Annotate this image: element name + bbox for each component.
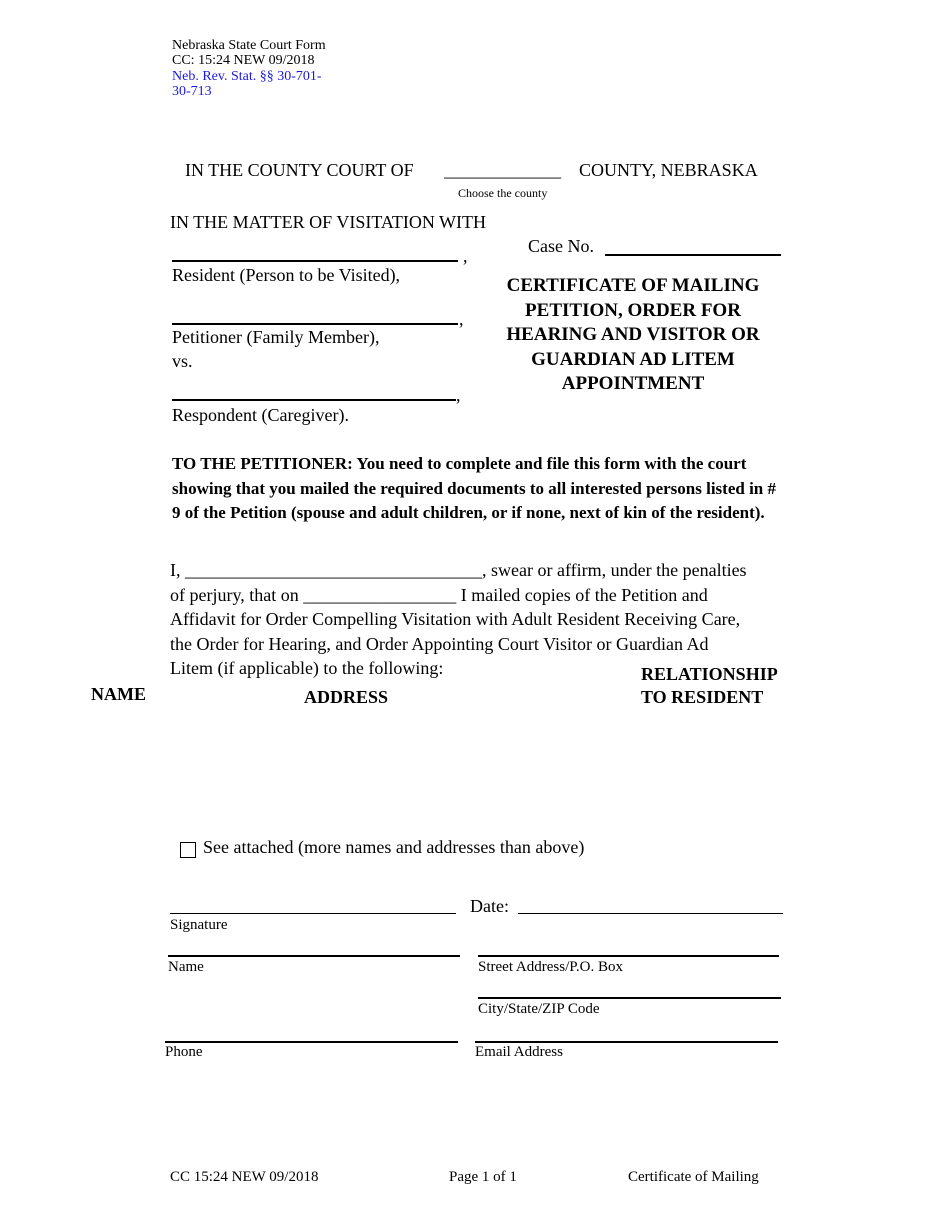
document-title: CERTIFICATE OF MAILING PETITION, ORDER FOR HEARING AND VISITOR OR GUARDIAN AD LITEM APPOINTMENT <box>506 275 760 394</box>
email-label: Email Address <box>475 1044 563 1060</box>
see-attached-checkbox[interactable] <box>180 842 196 858</box>
footer-form-code: CC 15:24 NEW 09/2018 <box>170 1169 319 1185</box>
street-address-field[interactable] <box>478 955 779 957</box>
city-state-zip-field[interactable] <box>478 997 781 999</box>
city-state-zip-label: City/State/ZIP Code <box>478 1001 600 1017</box>
footer-document-title: Certificate of Mailing <box>628 1169 759 1185</box>
petitioner-notice: TO THE PETITIONER: You need to complete and file this form with the court showing that you mailed the required documents to all interested persons listed in # 9 of the Petition (spouse and adult children, or if none, next of kin of the resident). <box>172 454 777 522</box>
case-no-label: Case No. <box>528 236 594 256</box>
footer-page-number: Page 1 of 1 <box>449 1169 517 1185</box>
statement-line: Litem (if applicable) to the following: <box>170 658 444 678</box>
phone-label: Phone <box>165 1044 203 1060</box>
address-column-header: ADDRESS <box>304 687 389 707</box>
comma: , <box>456 385 461 405</box>
form-code: CC: 15:24 NEW 09/2018 <box>172 53 315 68</box>
signature-label: Signature <box>170 917 228 933</box>
phone-field[interactable] <box>165 1041 458 1043</box>
relationship-column-header: RELATIONSHIP <box>641 664 778 684</box>
email-field[interactable] <box>475 1041 778 1043</box>
matter-heading: IN THE MATTER OF VISITATION WITH <box>170 212 487 232</box>
petitioner-label: Petitioner (Family Member), <box>172 327 380 347</box>
court-suffix: COUNTY, NEBRASKA <box>579 160 758 180</box>
form-name: Nebraska State Court Form <box>172 38 326 53</box>
comma: , <box>459 309 464 329</box>
respondent-name-field[interactable] <box>172 399 456 401</box>
comma: , <box>463 246 468 266</box>
petitioner-name-field[interactable] <box>172 323 458 325</box>
statute-link-cont[interactable]: 30-713 <box>172 84 212 99</box>
case-no-field[interactable] <box>605 254 781 256</box>
date-field[interactable] <box>518 913 783 914</box>
versus-label: vs. <box>172 351 193 371</box>
resident-name-field[interactable] <box>172 260 458 262</box>
court-prefix: IN THE COUNTY COURT OF <box>185 160 414 180</box>
statement-line: the Order for Hearing, and Order Appointing Court Visitor or Guardian Ad <box>170 633 709 654</box>
statement-line[interactable]: I, _________________________________, swear or affirm, under the penalties <box>170 560 747 580</box>
statement-line: Affidavit for Order Compelling Visitation with Adult Resident Receiving Care, <box>170 609 741 629</box>
statute-link[interactable]: Neb. Rev. Stat. §§ 30-701- <box>172 69 322 84</box>
mailing-statement <box>170 558 790 681</box>
county-field[interactable]: _____________ <box>444 160 561 180</box>
statement-line[interactable]: of perjury, that on _________________ I mailed copies of the Petition and <box>170 584 708 605</box>
street-address-label: Street Address/P.O. Box <box>478 959 624 975</box>
respondent-label: Respondent (Caregiver). <box>172 405 349 425</box>
name-column-header: NAME <box>91 684 146 704</box>
name-label: Name <box>168 959 204 975</box>
date-label: Date: <box>470 896 509 916</box>
county-hint: Choose the county <box>458 186 548 200</box>
name-field[interactable] <box>168 955 460 957</box>
signature-field[interactable] <box>170 913 456 914</box>
resident-label: Resident (Person to be Visited), <box>172 265 401 285</box>
relationship-column-header-cont: TO RESIDENT <box>641 687 764 707</box>
see-attached-label: See attached (more names and addresses than above) <box>203 837 585 857</box>
